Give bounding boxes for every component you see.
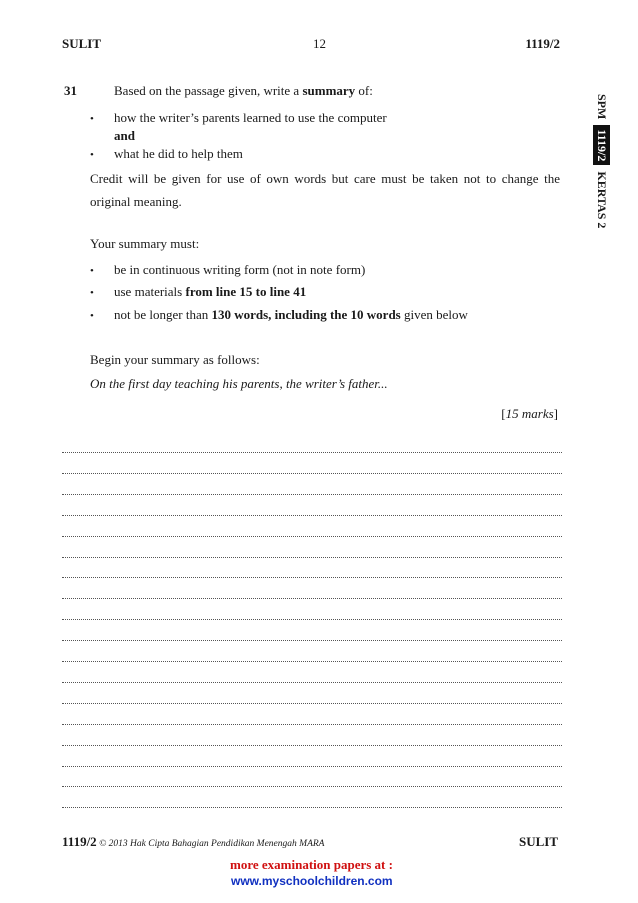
footer-sulit: SULIT bbox=[518, 834, 558, 849]
side-tab-code: 1119/2 bbox=[593, 125, 610, 165]
answer-line[interactable] bbox=[62, 557, 562, 558]
answer-line[interactable] bbox=[62, 661, 562, 662]
marks-value: 15 marks bbox=[505, 406, 554, 421]
credit-text: Credit will be given for use of own words but care must be taken not to change the bbox=[90, 171, 560, 186]
answer-line[interactable] bbox=[62, 452, 562, 453]
promo-link[interactable]: www.myschoolchildren.com bbox=[231, 874, 393, 888]
requirement-bold: from line 15 to line 41 bbox=[185, 284, 307, 299]
summary-starter: On the first day teaching his parents, the writer’s father... bbox=[90, 376, 388, 391]
answer-line[interactable] bbox=[62, 494, 562, 495]
header-paper-code: 1119/2 bbox=[525, 36, 560, 51]
header-left-sulit: SULIT bbox=[62, 36, 102, 51]
prompt-pre: Based on the passage given, write a bbox=[114, 83, 303, 98]
footer-code: 1119/2 bbox=[62, 834, 97, 849]
bullet-icon: • bbox=[90, 265, 94, 277]
requirement-bold: 130 words, including the 10 words bbox=[211, 307, 401, 322]
answer-line[interactable] bbox=[62, 536, 562, 537]
and-label: and bbox=[114, 128, 135, 143]
marks-close: ] bbox=[553, 406, 558, 421]
prompt-post: of: bbox=[355, 83, 373, 98]
answer-line[interactable] bbox=[62, 724, 562, 725]
answer-line[interactable] bbox=[62, 807, 562, 808]
answer-line[interactable] bbox=[62, 515, 562, 516]
point-text: what he did to help them bbox=[114, 146, 243, 161]
side-tab bbox=[593, 94, 610, 228]
answer-line[interactable] bbox=[62, 598, 562, 599]
summary-point-2 bbox=[90, 146, 243, 162]
requirement-2 bbox=[90, 284, 306, 300]
answer-line[interactable] bbox=[62, 577, 562, 578]
credit-line-2: original meaning. bbox=[90, 194, 182, 209]
answer-line[interactable] bbox=[62, 703, 562, 704]
requirement-text: not be longer than bbox=[114, 307, 212, 322]
answer-line[interactable] bbox=[62, 766, 562, 767]
credit-line-1 bbox=[90, 171, 560, 187]
bullet-icon: • bbox=[90, 310, 94, 322]
summary-point-1 bbox=[90, 110, 387, 126]
answer-line[interactable] bbox=[62, 619, 562, 620]
requirements-intro: Your summary must: bbox=[90, 236, 200, 251]
requirement-1 bbox=[90, 262, 365, 278]
side-tab-suffix: KERTAS 2 bbox=[595, 171, 609, 229]
bullet-icon: • bbox=[90, 113, 94, 125]
answer-line[interactable] bbox=[62, 786, 562, 787]
answer-line[interactable] bbox=[62, 745, 562, 746]
marks-allocation bbox=[501, 406, 558, 422]
point-text: how the writer’s parents learned to use the computer bbox=[114, 110, 387, 125]
begin-instruction: Begin your summary as follows: bbox=[90, 352, 260, 367]
answer-line[interactable] bbox=[62, 682, 562, 683]
bullet-icon: • bbox=[90, 149, 94, 161]
answer-line[interactable] bbox=[62, 640, 562, 641]
footer-copyright bbox=[62, 834, 324, 850]
promo-text: more examination papers at : bbox=[230, 857, 393, 872]
page-number: 12 bbox=[313, 36, 326, 51]
requirement-text: use materials bbox=[114, 284, 186, 299]
answer-line[interactable] bbox=[62, 473, 562, 474]
prompt-bold: summary bbox=[302, 83, 356, 98]
requirement-3 bbox=[90, 307, 468, 323]
question-prompt bbox=[114, 83, 373, 99]
bullet-icon: • bbox=[90, 287, 94, 299]
marks-open: [ bbox=[501, 406, 506, 421]
side-tab-prefix: SPM bbox=[595, 94, 609, 120]
requirement-text: be in continuous writing form (not in note form) bbox=[114, 262, 366, 277]
requirement-text-post: given below bbox=[400, 307, 468, 322]
footer-copy-text: © 2013 Hak Cipta Bahagian Pendidikan Menengah MARA bbox=[96, 839, 325, 849]
question-number: 31 bbox=[64, 83, 77, 98]
